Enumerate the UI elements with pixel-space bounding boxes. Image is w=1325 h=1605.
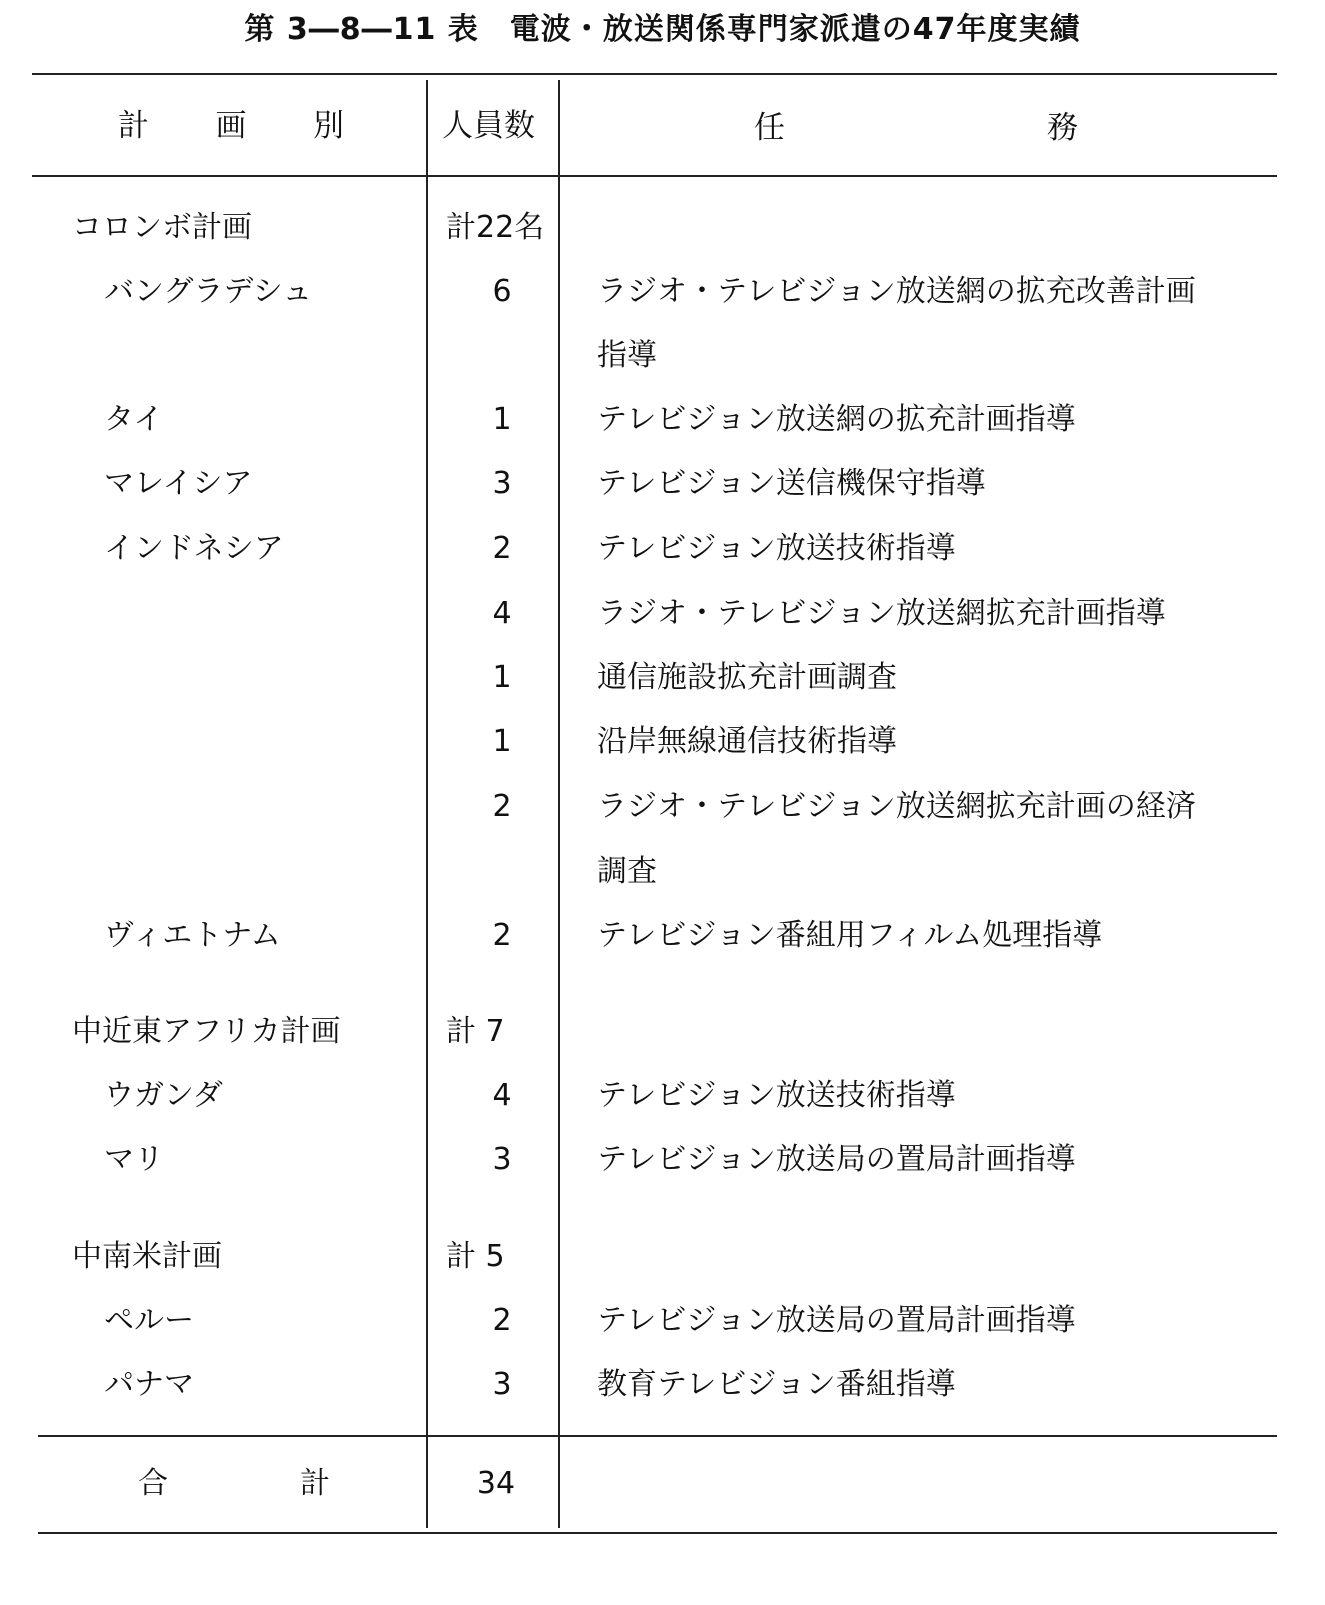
row-count: 1: [492, 660, 512, 695]
header-count: 人員数: [442, 108, 535, 144]
table-title: 第 3―8―11 表 電波・放送関係専門家派遣の47年度実績: [244, 12, 1081, 47]
header-plan-char-2: 画: [215, 108, 247, 144]
row-task: ラジオ・テレビジョン放送網拡充計画の経済: [597, 789, 1196, 824]
row-task: テレビジョン放送技術指導: [597, 1078, 956, 1113]
row-count: 3: [492, 466, 512, 501]
row-task: 通信施設拡充計画調査: [597, 660, 897, 695]
top-rule: [32, 73, 1277, 75]
row-count: 6: [492, 274, 512, 309]
row-task: ラジオ・テレビジョン放送網拡充計画指導: [597, 596, 1166, 631]
header-plan-char-1: 計: [118, 108, 149, 144]
total-label: [138, 1464, 330, 1504]
row-label: ペルー: [104, 1303, 194, 1338]
header-rule: [32, 175, 1277, 177]
row-count: 2: [492, 531, 512, 566]
row-task: テレビジョン放送技術指導: [597, 531, 956, 566]
total-label-char-2: 計: [300, 1466, 330, 1501]
row-label: マリ: [104, 1142, 164, 1177]
row-task: 沿岸無線通信技術指導: [597, 724, 897, 759]
row-count: 計22名: [446, 210, 545, 245]
row-task: 調査: [597, 854, 657, 889]
header-plan: [118, 106, 344, 146]
row-count: 2: [492, 1303, 512, 1338]
row-label: ウガンダ: [104, 1078, 223, 1113]
row-task: テレビジョン放送局の置局計画指導: [597, 1303, 1076, 1338]
row-task: ラジオ・テレビジョン放送網の拡充改善計画: [597, 274, 1196, 309]
header-task: [754, 108, 1078, 148]
row-label: ヴィエトナム: [104, 918, 281, 953]
header-task-char-2: 務: [1047, 110, 1078, 146]
bottom-rule: [38, 1532, 1277, 1534]
row-label: コロンボ計画: [72, 210, 252, 245]
row-task: テレビジョン放送局の置局計画指導: [597, 1142, 1076, 1177]
row-task: 教育テレビジョン番組指導: [597, 1367, 956, 1402]
total-rule: [38, 1435, 1277, 1437]
row-count: 計 5: [446, 1239, 505, 1274]
row-count: 計 7: [446, 1014, 505, 1049]
row-task: テレビジョン番組用フィルム処理指導: [597, 918, 1103, 953]
header-task-char-1: 任: [754, 110, 785, 146]
row-label: バングラデシュ: [104, 274, 313, 309]
row-task: テレビジョン放送網の拡充計画指導: [597, 402, 1076, 437]
column-divider-1: [426, 80, 428, 1528]
row-count: 1: [492, 724, 512, 759]
total-count: 34: [476, 1466, 516, 1501]
row-label: インドネシア: [104, 531, 284, 566]
row-count: 3: [492, 1367, 512, 1402]
row-task: 指導: [597, 338, 657, 373]
row-label: 中近東アフリカ計画: [72, 1014, 341, 1049]
row-label: パナマ: [104, 1367, 194, 1402]
total-label-char-1: 合: [138, 1466, 168, 1501]
row-label: 中南米計画: [72, 1239, 222, 1274]
row-count: 4: [492, 596, 512, 631]
row-label: マレイシア: [104, 466, 253, 501]
row-count: 2: [492, 789, 512, 824]
row-count: 3: [492, 1142, 512, 1177]
row-count: 1: [492, 402, 512, 437]
row-task: テレビジョン送信機保守指導: [597, 466, 986, 501]
header-plan-char-3: 別: [313, 108, 344, 144]
row-count: 4: [492, 1078, 512, 1113]
row-label: タイ: [104, 402, 164, 437]
row-count: 2: [492, 918, 512, 953]
